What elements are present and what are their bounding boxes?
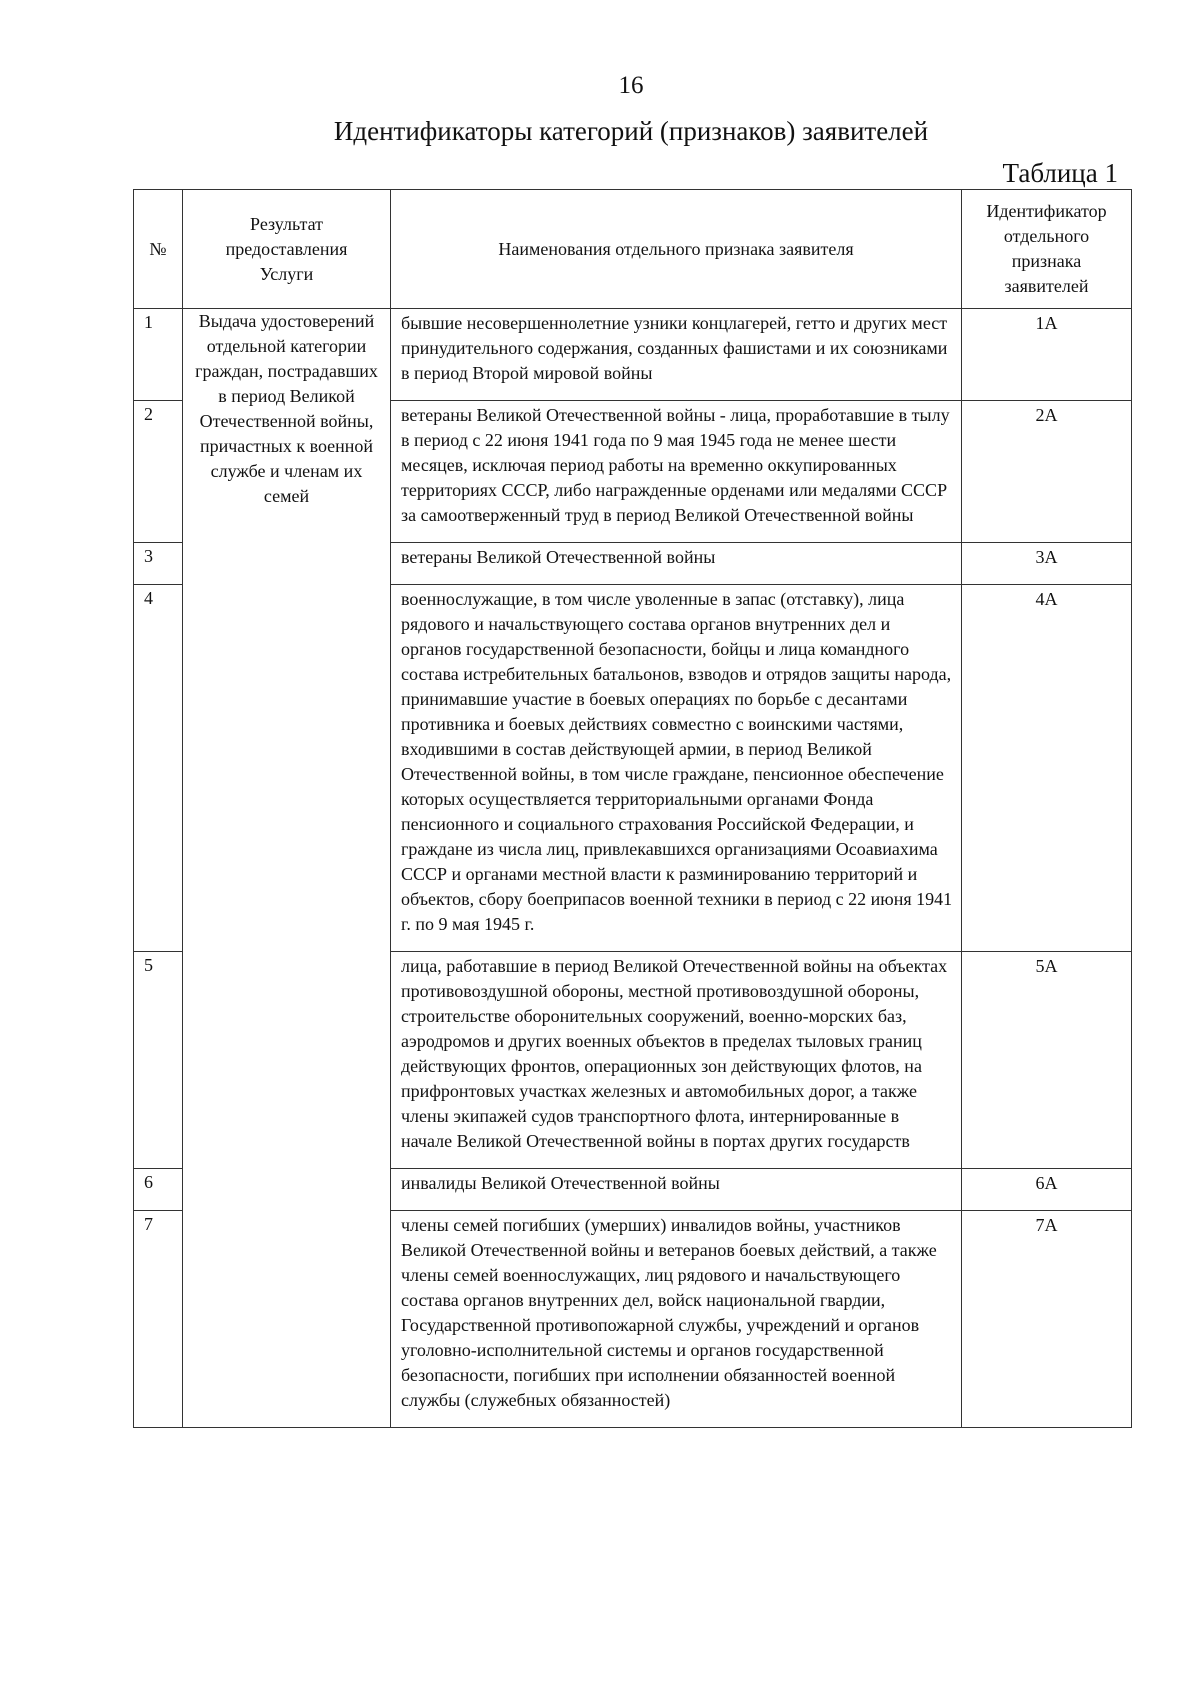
applicant-categories-table (133, 189, 1132, 1428)
row-code: 3А (962, 543, 1132, 585)
row-code: 7А (962, 1211, 1132, 1428)
row-number: 1 (134, 309, 183, 401)
row-description: ветераны Великой Отечественной войны - лица, проработавшие в тылу в период с 22 июня 1941 года по 9 мая 1945 года не менее шести месяцев, исключая период работы на временно оккупированных территориях СССР, либо награжденные орденами или медалями СССР за самоотверженный труд в период Великой Отечественной войны (391, 401, 962, 543)
page-title: Идентификаторы категорий (признаков) заявителей (333, 116, 929, 146)
row-code: 2А (962, 401, 1132, 543)
header-code: Идентификатор отдельного признака заявителей (962, 190, 1132, 309)
service-result-cell: Выдача удостоверений отдельной категории граждан, пострадавших в период Великой Отечественной войны, причастных к военной службе и членам их семей (183, 309, 391, 1428)
row-number: 6 (134, 1169, 183, 1211)
table-label: Таблица 1 (1002, 158, 1118, 188)
row-code: 1А (962, 309, 1132, 401)
page-number: 16 (618, 72, 644, 99)
table-header-row (134, 190, 1132, 309)
row-description: бывшие несовершеннолетние узники концлагерей, гетто и других мест принудительного содержания, созданных фашистами и их союзниками в период Второй мировой войны (391, 309, 962, 401)
table-row (134, 309, 1132, 401)
row-code: 6А (962, 1169, 1132, 1211)
header-result: Результат предоставления Услуги (183, 190, 391, 309)
row-code: 5А (962, 952, 1132, 1169)
row-description: инвалиды Великой Отечественной войны (391, 1169, 962, 1211)
header-name: Наименования отдельного признака заявителя (391, 190, 962, 309)
row-number: 2 (134, 401, 183, 543)
row-description: члены семей погибших (умерших) инвалидов войны, участников Великой Отечественной войны и ветеранов боевых действий, а также члены семей военнослужащих, лиц рядового и начальствующего состава органов внутренних дел, войск национальной гвардии, Государственной противопожарной службы, учреждений и органов уголовно-исполнительной системы и органов государственной безопасности, погибших при исполнении обязанностей военной службы (служебных обязанностей) (391, 1211, 962, 1428)
row-number: 7 (134, 1211, 183, 1428)
row-description: лица, работавшие в период Великой Отечественной войны на объектах противовоздушной обороны, местной противовоздушной обороны, строительстве оборонительных сооружений, военно-морских баз, аэродромов и других военных объектов в пределах тыловых границ действующих фронтов, операционных зон действующих флотов, на прифронтовых участках железных и автомобильных дорог, а также члены экипажей судов транспортного флота, интернированные в начале Великой Отечественной войны в портах других государств (391, 952, 962, 1169)
row-description: военнослужащие, в том числе уволенные в запас (отставку), лица рядового и начальствующего состава органов внутренних дел и органов государственной безопасности, бойцы и лица командного состава истребительных батальонов, взводов и отрядов защиты народа, принимавшие участие в боевых операциях по борьбе с десантами противника и боевых действиях совместно с воинскими частями, входившими в состав действующей армии, в период Великой Отечественной войны, в том числе граждане, пенсионное обеспечение которых осуществляется территориальными органами Фонда пенсионного и социального страхования Российской Федерации, и граждане из числа лиц, привлекавшихся организациями Осоавиахима СССР и органами местной власти к разминированию территорий и объектов, сбору боеприпасов военной техники в период с 22 июня 1941 г. по 9 мая 1945 г. (391, 585, 962, 952)
row-code: 4А (962, 585, 1132, 952)
row-number: 5 (134, 952, 183, 1169)
row-number: 4 (134, 585, 183, 952)
header-num: № (134, 190, 183, 309)
row-description: ветераны Великой Отечественной войны (391, 543, 962, 585)
row-number: 3 (134, 543, 183, 585)
